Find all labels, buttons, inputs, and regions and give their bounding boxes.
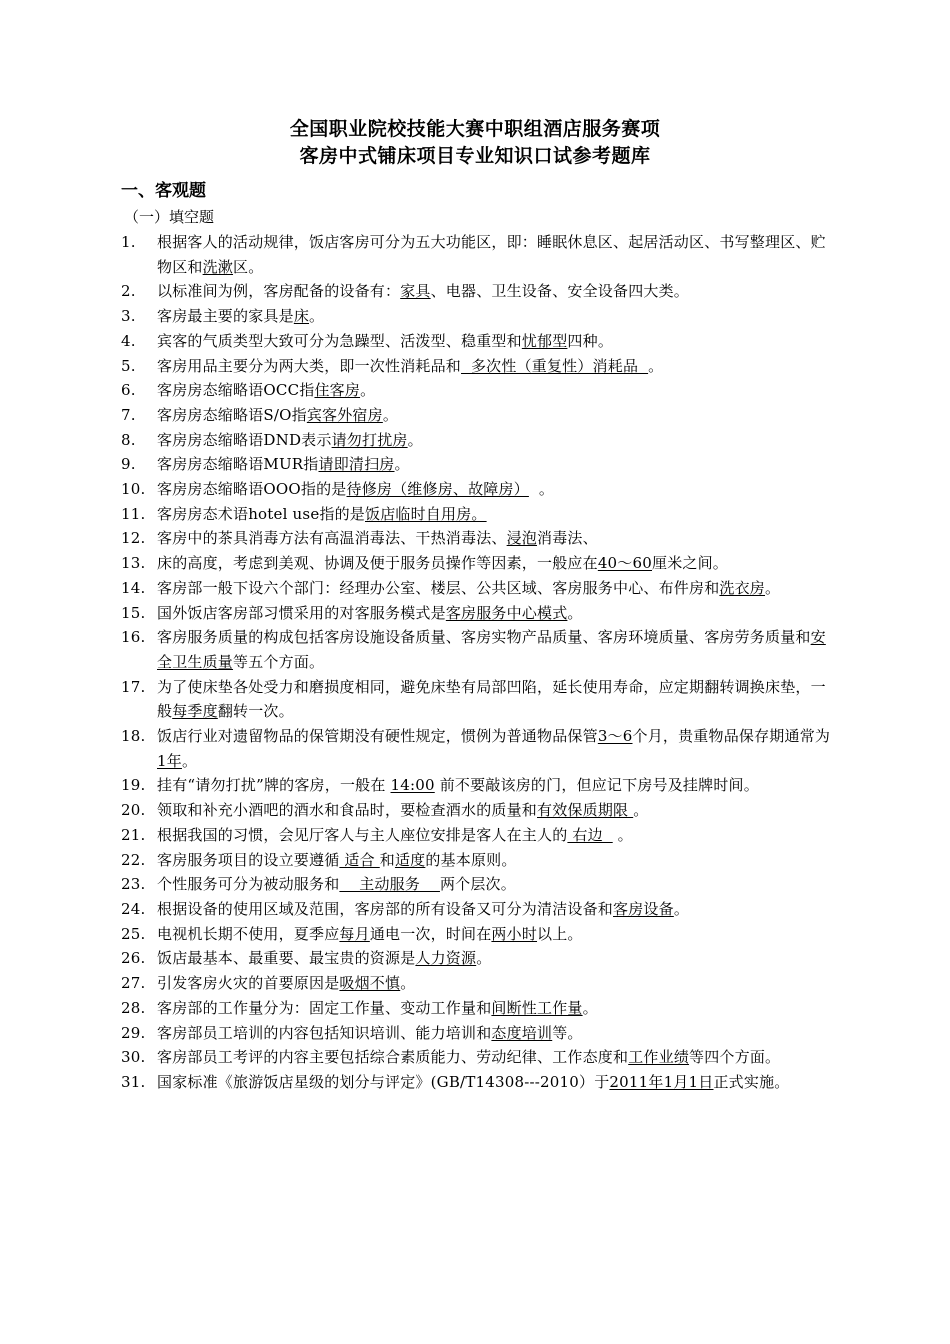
question-text: 等五个方面。 — [233, 652, 325, 671]
answer-blank: 右边 — [567, 825, 613, 844]
question-text: 。 — [648, 356, 664, 375]
answer-blank: 洗漱 — [202, 257, 234, 276]
question-text: 客房房态缩略语DND表示 — [157, 430, 332, 449]
answer-blank: 浸泡 — [506, 529, 538, 548]
answer-blank: 住客房 — [314, 381, 361, 400]
question-number: 29. — [121, 1023, 146, 1042]
question-text: 。 — [582, 998, 598, 1017]
question-text: 。 — [528, 480, 555, 499]
question-item — [121, 971, 833, 996]
question-item — [121, 329, 833, 354]
question-number: 11. — [121, 504, 146, 523]
question-text: 饭店最基本、最重要、最宝贵的资源是 — [157, 949, 416, 968]
question-item — [121, 378, 833, 403]
answer-blank: 客房设备 — [613, 899, 674, 918]
answer-blank: 间断性工作量 — [491, 998, 583, 1017]
question-item — [121, 1045, 833, 1070]
answer-blank: 宾客外宿房 — [306, 405, 383, 424]
answer-blank: 待修房（维修房、故障房） — [346, 480, 529, 499]
question-number: 3. — [121, 307, 136, 326]
question-text: 等。 — [552, 1023, 583, 1042]
question-text: 。 — [567, 603, 583, 622]
question-text: 以标准间为例，客房配备的设备有： — [157, 282, 401, 301]
answer-blank: 多次性（重复性）消耗品 — [461, 356, 649, 375]
question-item — [121, 230, 833, 279]
question-text: 根据我国的习惯，会见厅客人与主人座位安排是客人在主人的 — [157, 825, 568, 844]
answer-blank: 工作业绩 — [628, 1048, 690, 1067]
question-text: 。 — [673, 899, 690, 918]
question-number: 10. — [121, 480, 146, 499]
answer-blank: 态度培训 — [491, 1023, 553, 1042]
question-number: 7. — [121, 405, 136, 424]
question-text: 等四个方面。 — [689, 1048, 781, 1067]
answer-blank: 3～6 — [597, 727, 633, 746]
question-number: 21. — [121, 825, 146, 844]
question-item — [121, 823, 833, 848]
question-text: 通电一次，时间在 — [369, 924, 492, 943]
question-text: 客房部的工作量分为：固定工作量、变动工作量和 — [157, 998, 492, 1017]
question-item — [121, 675, 833, 724]
question-number: 17. — [121, 677, 146, 696]
question-item — [121, 403, 833, 428]
question-item — [121, 848, 833, 873]
answer-blank: 有效保质期限 — [537, 801, 634, 820]
question-text: 。 — [407, 430, 423, 449]
question-text: 客房中的茶具消毒方法有高温消毒法、干热消毒法、 — [157, 529, 507, 548]
question-number: 27. — [121, 974, 146, 993]
question-number: 9. — [121, 455, 136, 474]
question-text: 客房房态缩略语MUR指 — [157, 455, 319, 474]
question-number: 14. — [121, 578, 146, 597]
answer-blank: 每月 — [339, 924, 370, 943]
answer-blank: 每季度 — [172, 702, 218, 721]
question-item — [121, 897, 833, 922]
question-number: 28. — [121, 998, 146, 1017]
answer-blank: 安全卫生质量 — [157, 628, 826, 671]
question-item — [121, 354, 833, 379]
question-text: 根据设备的使用区域及范围，客房部的所有设备又可分为清洁设备和 — [157, 899, 614, 918]
question-number: 15. — [121, 603, 146, 622]
question-text: 客房部员工培训的内容包括知识培训、能力培训和 — [157, 1023, 492, 1042]
answer-blank: 洗衣房 — [719, 578, 766, 597]
question-text: 和 — [379, 850, 395, 869]
question-text: 。 — [394, 455, 410, 474]
question-text: 个性服务可分为被动服务和 — [157, 875, 340, 894]
question-item — [121, 576, 833, 601]
question-text: 客房服务质量的构成包括客房设施设备质量、客房实物产品质量、客房环境质量、客房劳务质量和 — [157, 628, 811, 647]
question-number: 31. — [121, 1072, 146, 1091]
answer-blank: 忧郁型 — [521, 331, 568, 350]
question-text: 客房房态缩略语OOO指的是 — [157, 480, 347, 499]
answer-blank: 40～60 — [597, 554, 652, 573]
question-item — [121, 922, 833, 947]
question-text: 引发客房火灾的首要原因是 — [157, 974, 340, 993]
section-heading: 一、客观题 — [121, 181, 206, 201]
question-text: 客房房态缩略语OCC指 — [157, 381, 315, 400]
question-item — [121, 601, 833, 626]
answer-blank: 14:00 — [390, 776, 435, 795]
question-text: 以上。 — [537, 924, 583, 943]
question-number: 16. — [121, 628, 146, 647]
question-number: 18. — [121, 727, 146, 746]
answer-blank: 请勿打扰房 — [331, 430, 408, 449]
question-text: 、电器、卫生设备、安全设备四大类。 — [430, 282, 690, 301]
question-text: 国家标准《旅游饭店星级的划分与评定》(GB/T14308---2010）于 — [157, 1072, 610, 1091]
question-list — [121, 230, 833, 1095]
question-number: 12. — [121, 529, 146, 548]
question-item — [121, 428, 833, 453]
question-text: 客房用品主要分为两大类，即一次性消耗品和 — [157, 356, 462, 375]
question-text: 的基本原则。 — [425, 850, 517, 869]
question-item — [121, 477, 833, 502]
title-line-2: 客房中式铺床项目专业知识口试参考题库 — [299, 145, 651, 167]
answer-blank: 适合 — [339, 850, 380, 869]
question-text: 。 — [400, 974, 416, 993]
question-item — [121, 798, 833, 823]
question-text: 。 — [360, 381, 376, 400]
answer-blank: 床 — [293, 307, 310, 326]
question-text: 电视机长期不使用，夏季应 — [157, 924, 340, 943]
subsection-heading: （一）填空题 — [124, 208, 215, 226]
question-text: 。 — [476, 949, 492, 968]
question-number: 20. — [121, 801, 146, 820]
answer-blank: 家具 — [400, 282, 431, 301]
answer-blank: 两小时 — [491, 924, 538, 943]
answer-blank: 吸烟不慎 — [339, 974, 401, 993]
question-text: 国外饭店客房部习惯采用的对客服务模式是 — [157, 603, 446, 622]
question-item — [121, 502, 833, 527]
question-item — [121, 1021, 833, 1046]
answer-blank: 饭店临时自用房。 — [365, 504, 487, 523]
answer-blank: 适度 — [394, 850, 426, 869]
question-text: 个月，贵重物品保存期通常为 — [632, 727, 831, 746]
question-text: 。 — [181, 751, 198, 770]
question-text: 客房房态术语hotel use指的是 — [157, 504, 365, 523]
question-item — [121, 452, 833, 477]
question-number: 5. — [121, 356, 136, 375]
question-text: 。 — [633, 801, 649, 820]
question-number: 13. — [121, 554, 146, 573]
question-item — [121, 279, 833, 304]
question-text: 客房部员工考评的内容主要包括综合素质能力、劳动纪律、工作态度和 — [157, 1048, 629, 1067]
question-number: 30. — [121, 1048, 146, 1067]
question-number: 25. — [121, 924, 146, 943]
title-line-1: 全国职业院校技能大赛中职组酒店服务赛项 — [289, 118, 661, 140]
answer-blank: 请即清扫房 — [318, 455, 395, 474]
answer-blank: 2011年1月1日 — [609, 1072, 714, 1091]
question-text: 饭店行业对遗留物品的保管期没有硬性规定，惯例为普通物品保管 — [157, 727, 598, 746]
question-text: 前不要敲该房的门，但应记下房号及挂牌时间。 — [434, 776, 759, 795]
question-number: 1. — [121, 233, 136, 251]
question-item — [121, 304, 833, 329]
question-text: 厘米之间。 — [652, 554, 729, 573]
question-number: 26. — [121, 949, 146, 968]
answer-blank: 人力资源 — [415, 949, 477, 968]
question-number: 23. — [121, 875, 146, 894]
question-item — [121, 773, 833, 798]
question-text: 。 — [382, 405, 399, 424]
question-text: 区。 — [233, 257, 264, 276]
question-item — [121, 724, 833, 773]
question-number: 22. — [121, 850, 146, 869]
question-text: 宾客的气质类型大致可分为急躁型、活泼型、稳重型和 — [157, 331, 522, 350]
question-text: 领取和补充小酒吧的酒水和食品时，要检查酒水的质量和 — [157, 801, 538, 820]
question-item — [121, 551, 833, 576]
answer-blank: 主动服务 — [339, 875, 440, 894]
question-text: 正式实施。 — [713, 1072, 790, 1091]
question-number: 6. — [121, 381, 136, 400]
question-text: 客房最主要的家具是 — [157, 307, 294, 326]
answer-blank: 1年 — [157, 751, 182, 770]
question-text: 两个层次。 — [439, 875, 516, 894]
question-number: 19. — [121, 776, 146, 795]
question-text: 根据客人的活动规律，饭店客房可分为五大功能区，即：睡眠休息区、起居活动区、书写整理区、贮物区和 — [157, 233, 826, 276]
question-text: 客房部一般下设六个部门：经理办公室、楼层、公共区域、客房服务中心、布件房和 — [157, 578, 720, 597]
question-text: 。 — [765, 578, 781, 597]
question-item — [121, 872, 833, 897]
question-text: 。 — [309, 307, 325, 326]
question-number: 24. — [121, 899, 146, 918]
question-item — [121, 526, 833, 551]
question-number: 4. — [121, 331, 136, 350]
question-text: 。 — [612, 825, 633, 844]
question-text: 客房服务项目的设立要遵循 — [157, 850, 340, 869]
question-text: 客房房态缩略语S/O指 — [157, 405, 307, 424]
question-text: 床的高度，考虑到美观、协调及便于服务员操作等因素，一般应在 — [157, 554, 598, 573]
question-text: 翻转一次。 — [217, 702, 294, 721]
question-text: 四种。 — [567, 331, 614, 350]
question-number: 2. — [121, 282, 136, 301]
question-item — [121, 996, 833, 1021]
question-item — [121, 625, 833, 674]
question-item — [121, 1070, 833, 1095]
question-text: 挂有“请勿打扰”牌的客房，一般在 — [157, 776, 391, 795]
question-item — [121, 946, 833, 971]
question-text: 为了使床垫各处受力和磨损度相同，避免床垫有局部凹陷，延长使用寿命，应定期翻转调换床垫，一般 — [157, 677, 826, 721]
question-text: 消毒法、 — [537, 529, 598, 548]
answer-blank: 客房服务中心模式 — [445, 603, 568, 622]
question-number: 8. — [121, 430, 136, 449]
